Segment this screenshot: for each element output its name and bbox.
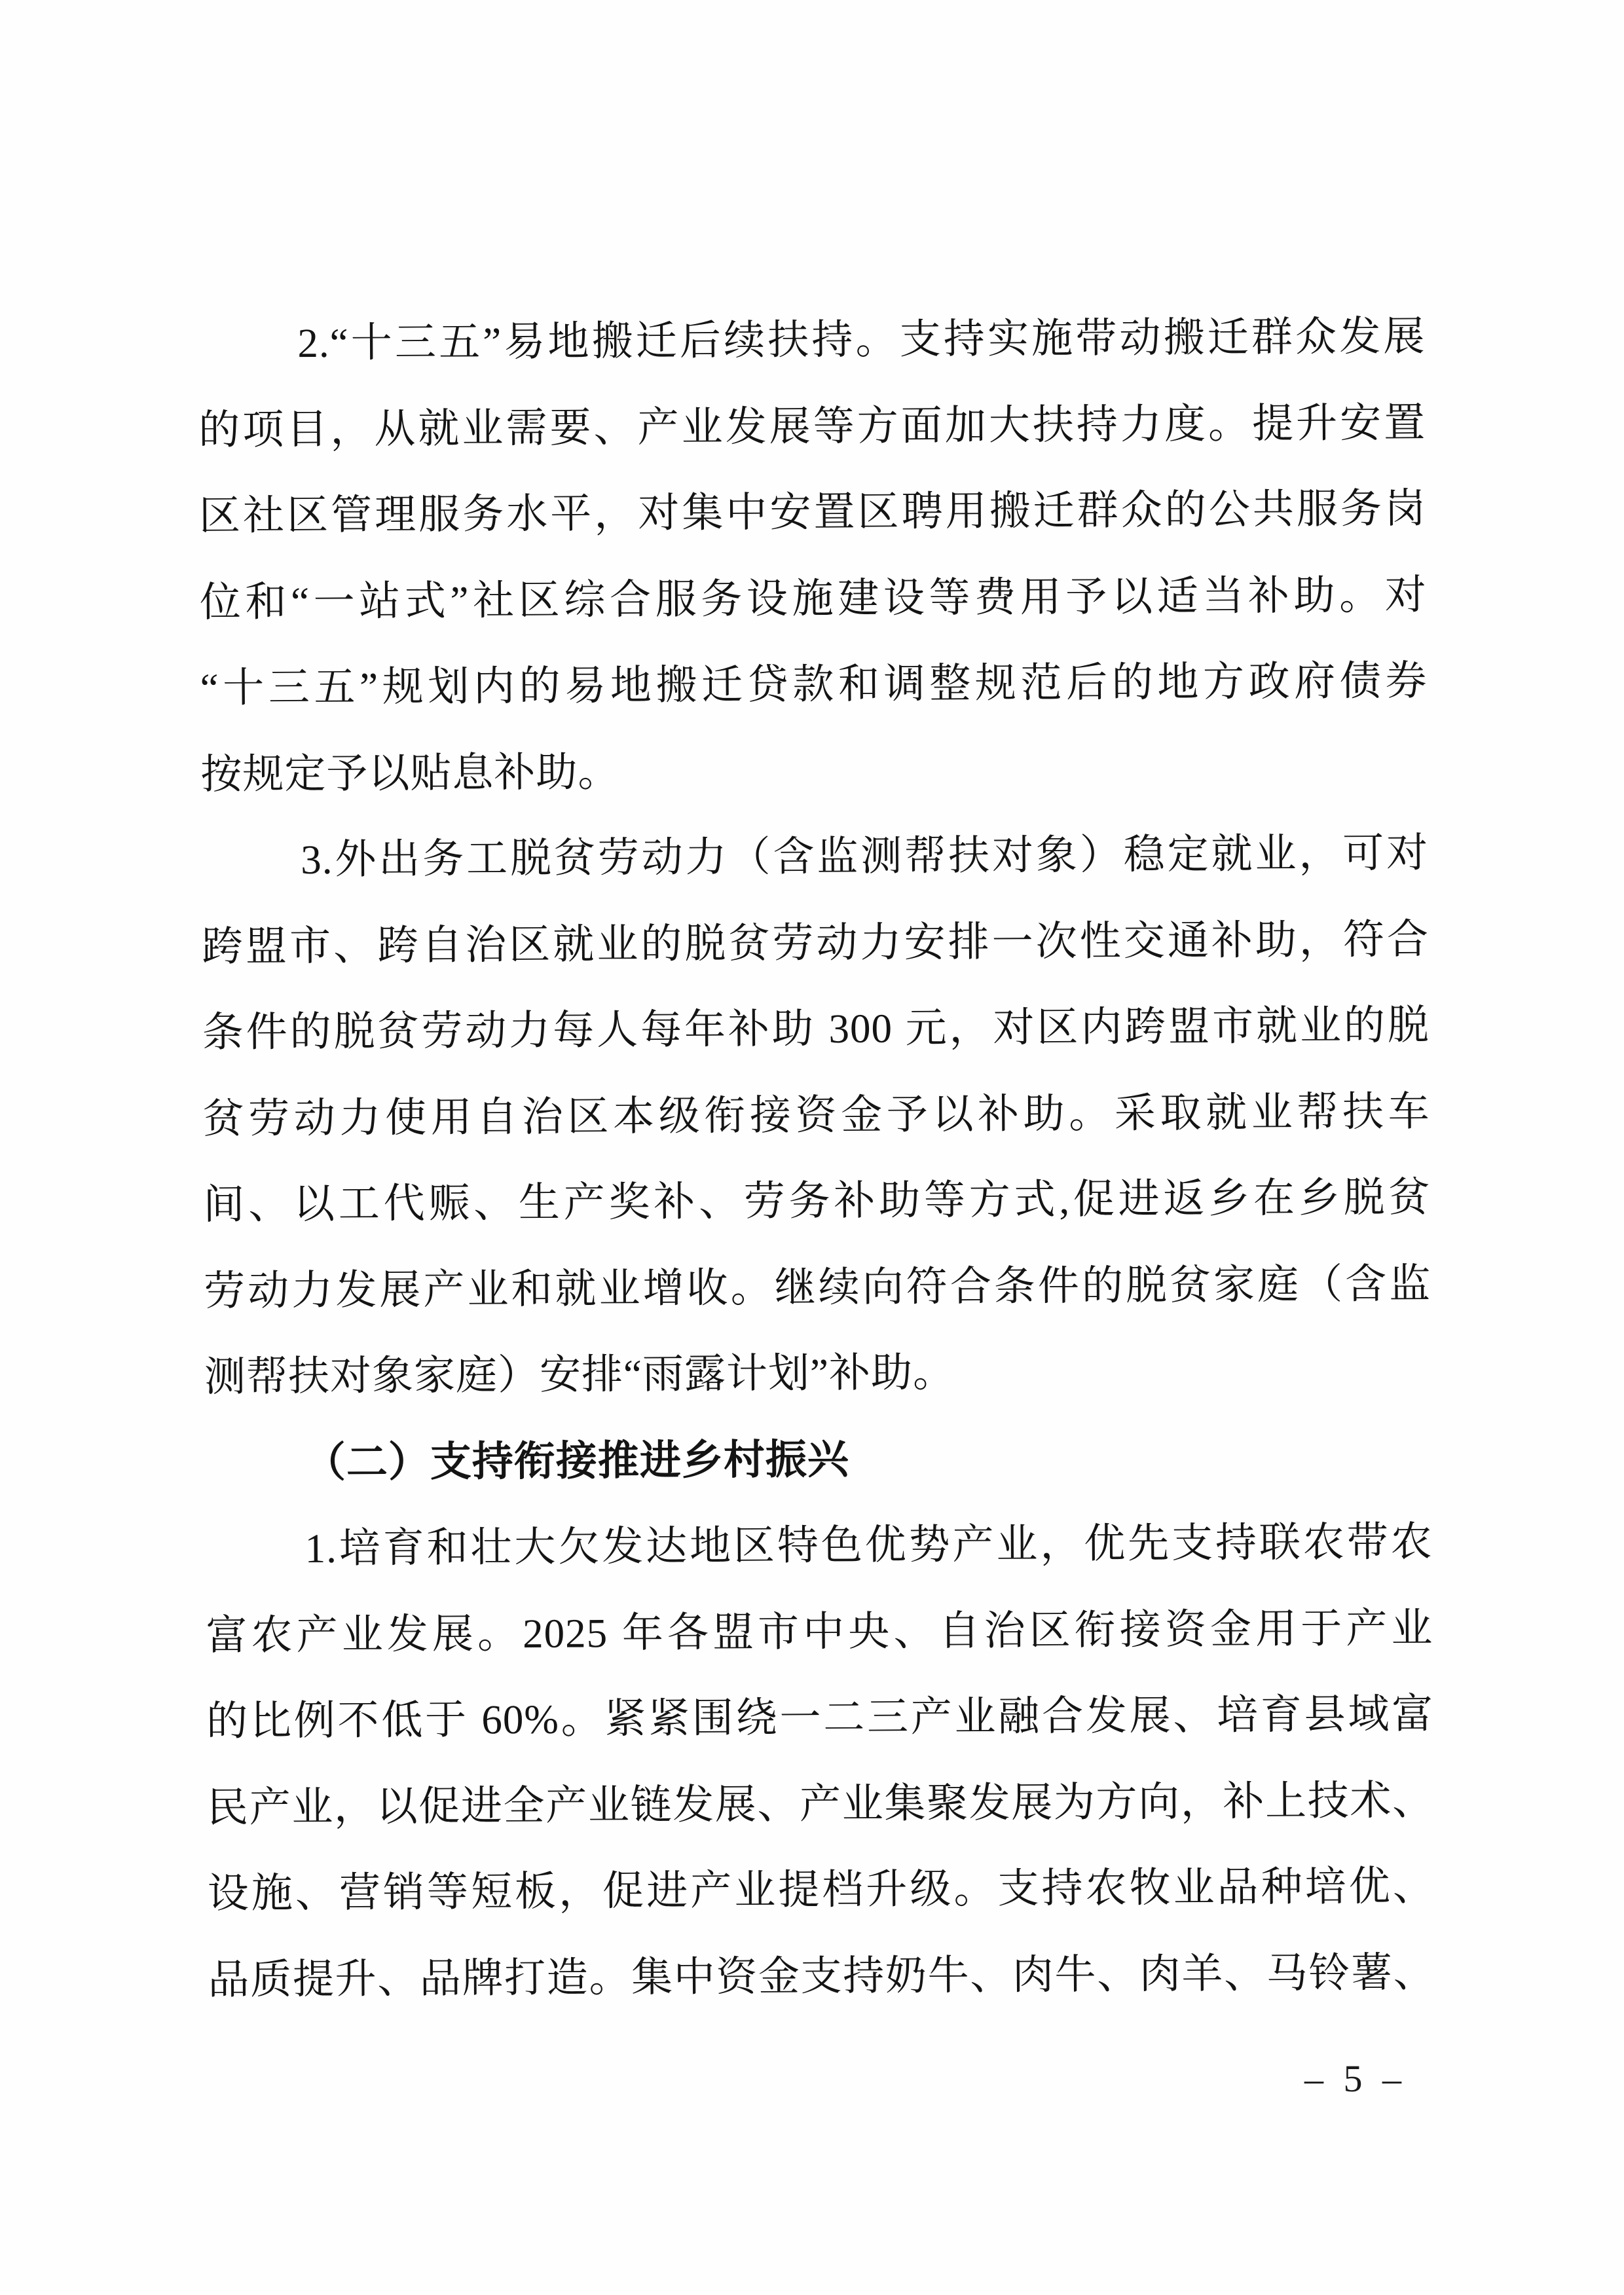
text-line: 按规定予以贴息补助。 bbox=[200, 748, 620, 798]
text-line: 条件的脱贫劳动力每人每年补助 300 元，对区内跨盟市就业的脱 bbox=[202, 1002, 1430, 1056]
text-line: 的项目，从就业需要、产业发展等方面加大扶持力度。提升安置 bbox=[198, 399, 1426, 453]
text-line: 富农产业发展。2025 年各盟市中央、自治区衔接资金用于产业 bbox=[206, 1605, 1433, 1659]
page-number: – 5 – bbox=[1304, 2057, 1407, 2100]
text-line: 1.培育和壮大欠发达地区特色优势产业，优先支持联农带农 bbox=[304, 1518, 1433, 1572]
section-heading: （二）支持衔接推进乡村振兴 bbox=[304, 1436, 850, 1486]
text-line: 的比例不低于 60%。紧紧围绕一二三产业融合发展、培育县域富 bbox=[206, 1691, 1434, 1744]
text-line: 2.“十三五”易地搬迁后续扶持。支持实施带动搬迁群众发展 bbox=[297, 313, 1426, 367]
text-line: 品质提升、品牌打造。集中资金支持奶牛、肉牛、肉羊、马铃薯、 bbox=[208, 1949, 1435, 2003]
text-line: 位和“一站式”社区综合服务设施建设等费用予以适当补助。对 bbox=[199, 572, 1427, 625]
text-line: 跨盟市、跨自治区就业的脱贫劳动力安排一次性交通补助，符合 bbox=[201, 916, 1430, 970]
text-line: 区社区管理服务水平，对集中安置区聘用搬迁群众的公共服务岗 bbox=[198, 485, 1427, 539]
text-line: 3.外出务工脱贫劳动力（含监测帮扶对象）稳定就业，可对 bbox=[301, 830, 1429, 883]
text-line: 间、以工代赈、生产奖补、劳务补助等方式,促进返乡在乡脱贫 bbox=[203, 1174, 1431, 1228]
text-line: 贫劳动力使用自治区本级衔接资金予以补助。采取就业帮扶车 bbox=[202, 1088, 1430, 1142]
text-line: 民产业，以促进全产业链发展、产业集聚发展为方向，补上技术、 bbox=[206, 1777, 1435, 1831]
text-line: 设施、营销等短板，促进产业提档升级。支持农牧业品种培优、 bbox=[207, 1863, 1435, 1917]
text-line: 劳动力发展产业和就业增收。继续向符合条件的脱贫家庭（含监 bbox=[204, 1260, 1431, 1314]
document-body bbox=[198, 294, 1435, 2023]
text-line: 测帮扶对象家庭）安排“雨露计划”补助。 bbox=[204, 1349, 955, 1400]
text-line: “十三五”规划内的易地搬迁贷款和调整规范后的地方政府债券 bbox=[200, 657, 1428, 711]
